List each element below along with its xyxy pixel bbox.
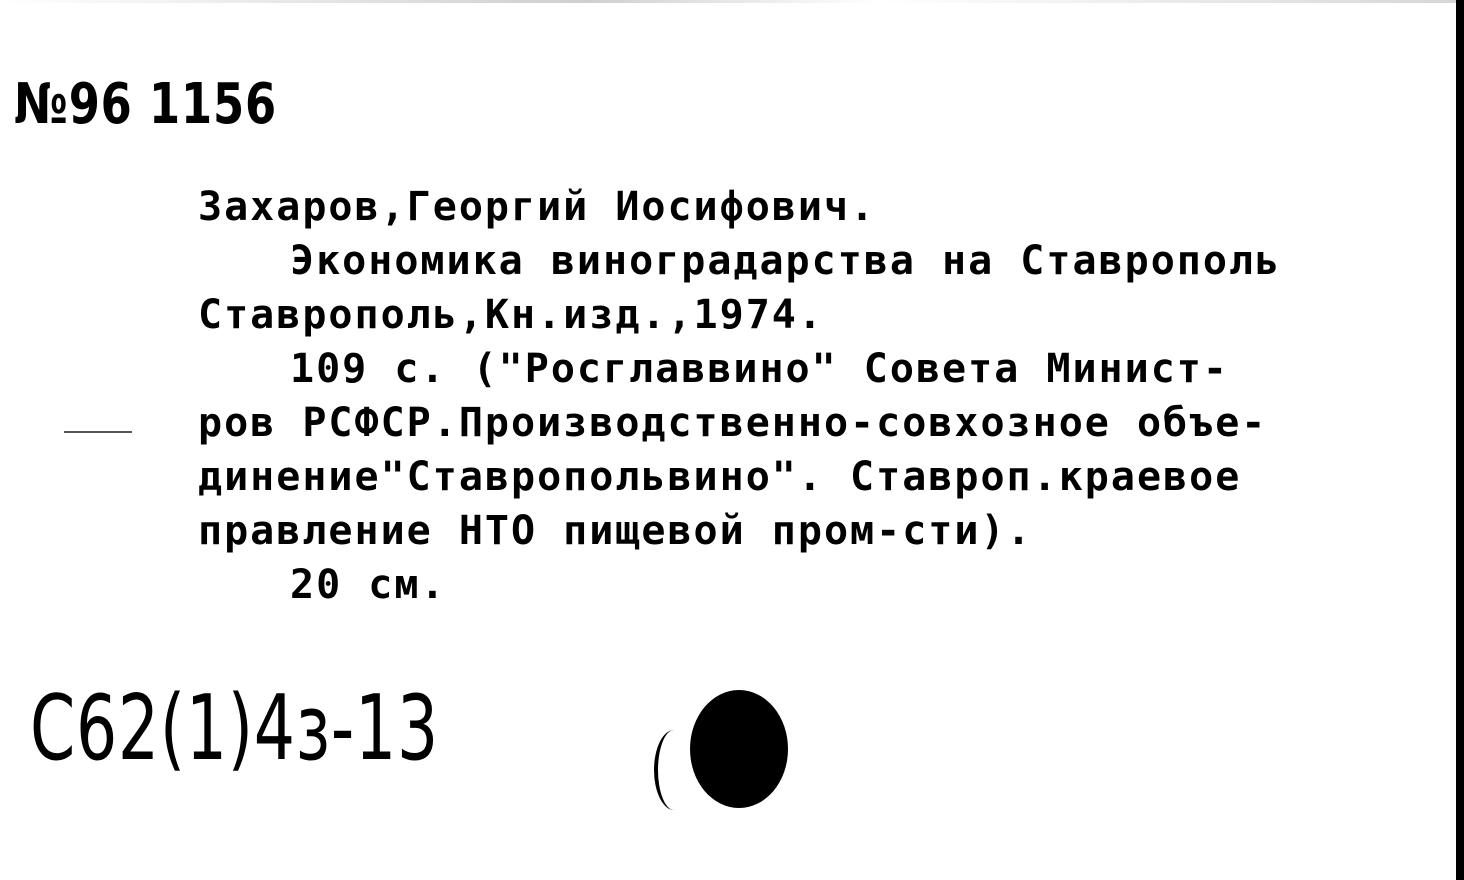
series-line-2: динение"Ставропольвино". Ставроп.краевое xyxy=(198,454,1242,500)
punch-hole-ring xyxy=(654,730,694,810)
author-line: Захаров,Георгий Иосифович. xyxy=(198,184,877,230)
card-right-edge xyxy=(1456,0,1464,880)
title-line: Экономика виноградарства на Ставрополь xyxy=(290,238,1282,284)
margin-dash xyxy=(64,431,132,433)
shelfmark: №96 1156 xyxy=(14,72,277,137)
classification-mark: С62(1)4з-13 xyxy=(30,676,439,781)
series-line-1: ров РСФСР.Производственно-совхозное объе- xyxy=(198,400,1268,446)
imprint-line: Ставрополь,Кн.изд.,1974. xyxy=(198,292,824,338)
series-line-3: правление НТО пищевой пром-сти). xyxy=(198,508,1033,554)
size-line: 20 см. xyxy=(290,562,447,608)
collation-line: 109 с. ("Росглаввино" Совета Минист- xyxy=(290,346,1229,392)
punch-hole xyxy=(690,690,788,808)
card-top-edge xyxy=(0,0,1464,3)
bibliographic-record xyxy=(198,180,1428,612)
